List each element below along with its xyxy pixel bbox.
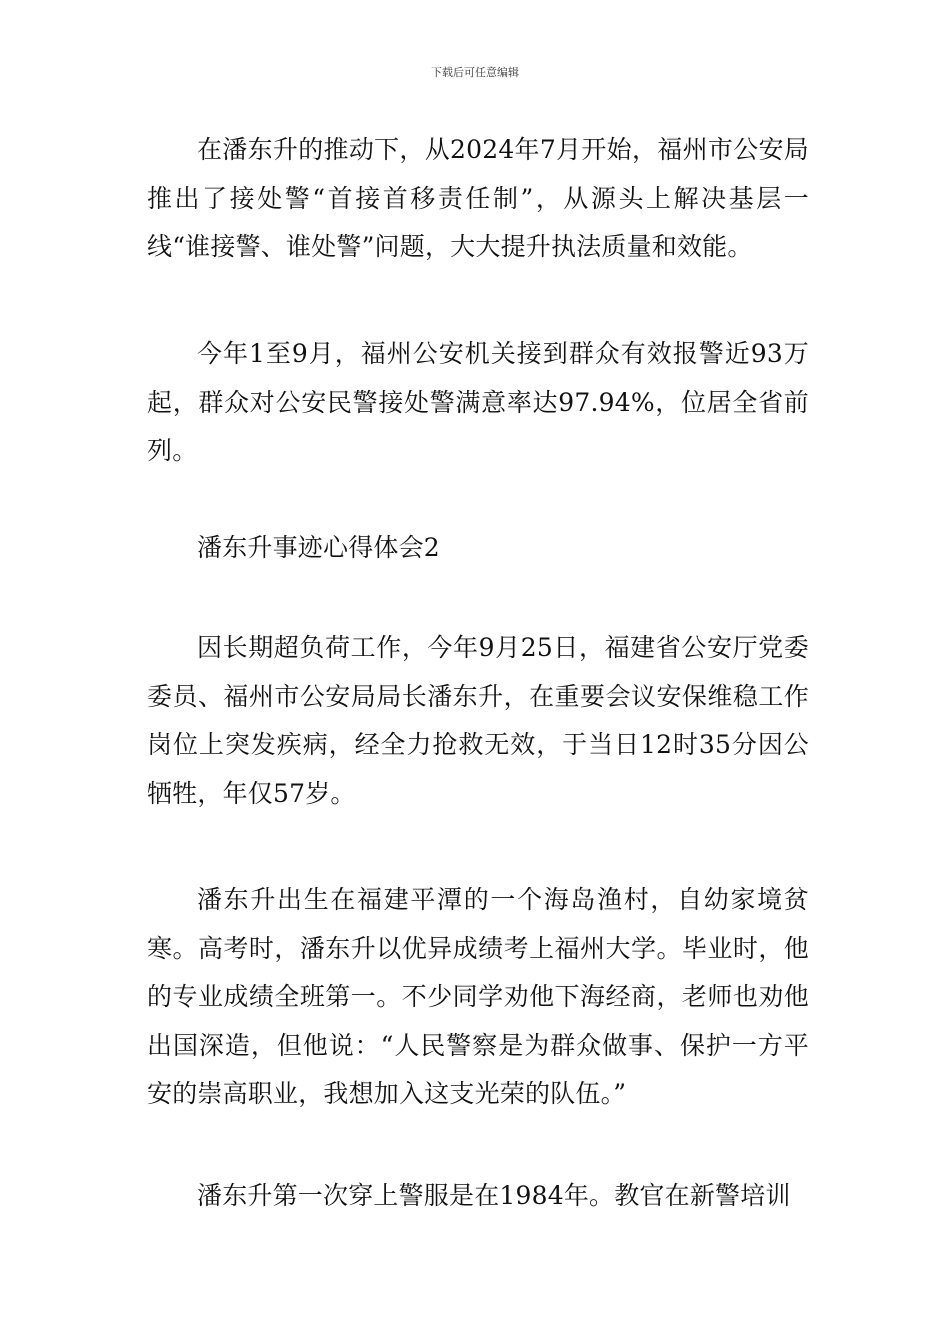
paragraph-statistics: 今年1至9月，福州公安机关接到群众有效报警近93万起，群众对公安民警接处警满意率达97.94%，位居全省前列。 — [147, 339, 809, 466]
paragraph-background: 潘东升出生在福建平潭的一个海岛渔村，自幼家境贫寒。高考时，潘东升以优异成绩考上福州大学。毕业时，他的专业成绩全班第一。不少同学劝他下海经商，老师也劝他出国深造，但他说：“人民警察是为群众做事、保护一方平安的崇高职业，我想加入这支光荣的队伍。” — [147, 885, 809, 1109]
paragraph-first-uniform: 潘东升第一次穿上警服是在1984年。教官在新警培训 — [197, 1181, 791, 1210]
section-title: 潘东升事迹心得体会2 — [197, 533, 440, 562]
paragraph-sacrifice: 因长期超负荷工作，今年9月25日，福建省公安厅党委委员、福州市公安局局长潘东升，在重要会议安保维稳工作岗位上突发疾病，经全力抢救无效，于当日12时35分因公牺牲，年仅57岁。 — [147, 633, 809, 808]
paragraph-reform: 在潘东升的推动下，从2024年7月开始，福州市公安局推出了接处警“首接首移责任制”，从源头上解决基层一线“谁接警、谁处警”问题，大大提升执法质量和效能。 — [147, 135, 809, 262]
page-header: 下载后可任意编辑 — [431, 66, 519, 79]
